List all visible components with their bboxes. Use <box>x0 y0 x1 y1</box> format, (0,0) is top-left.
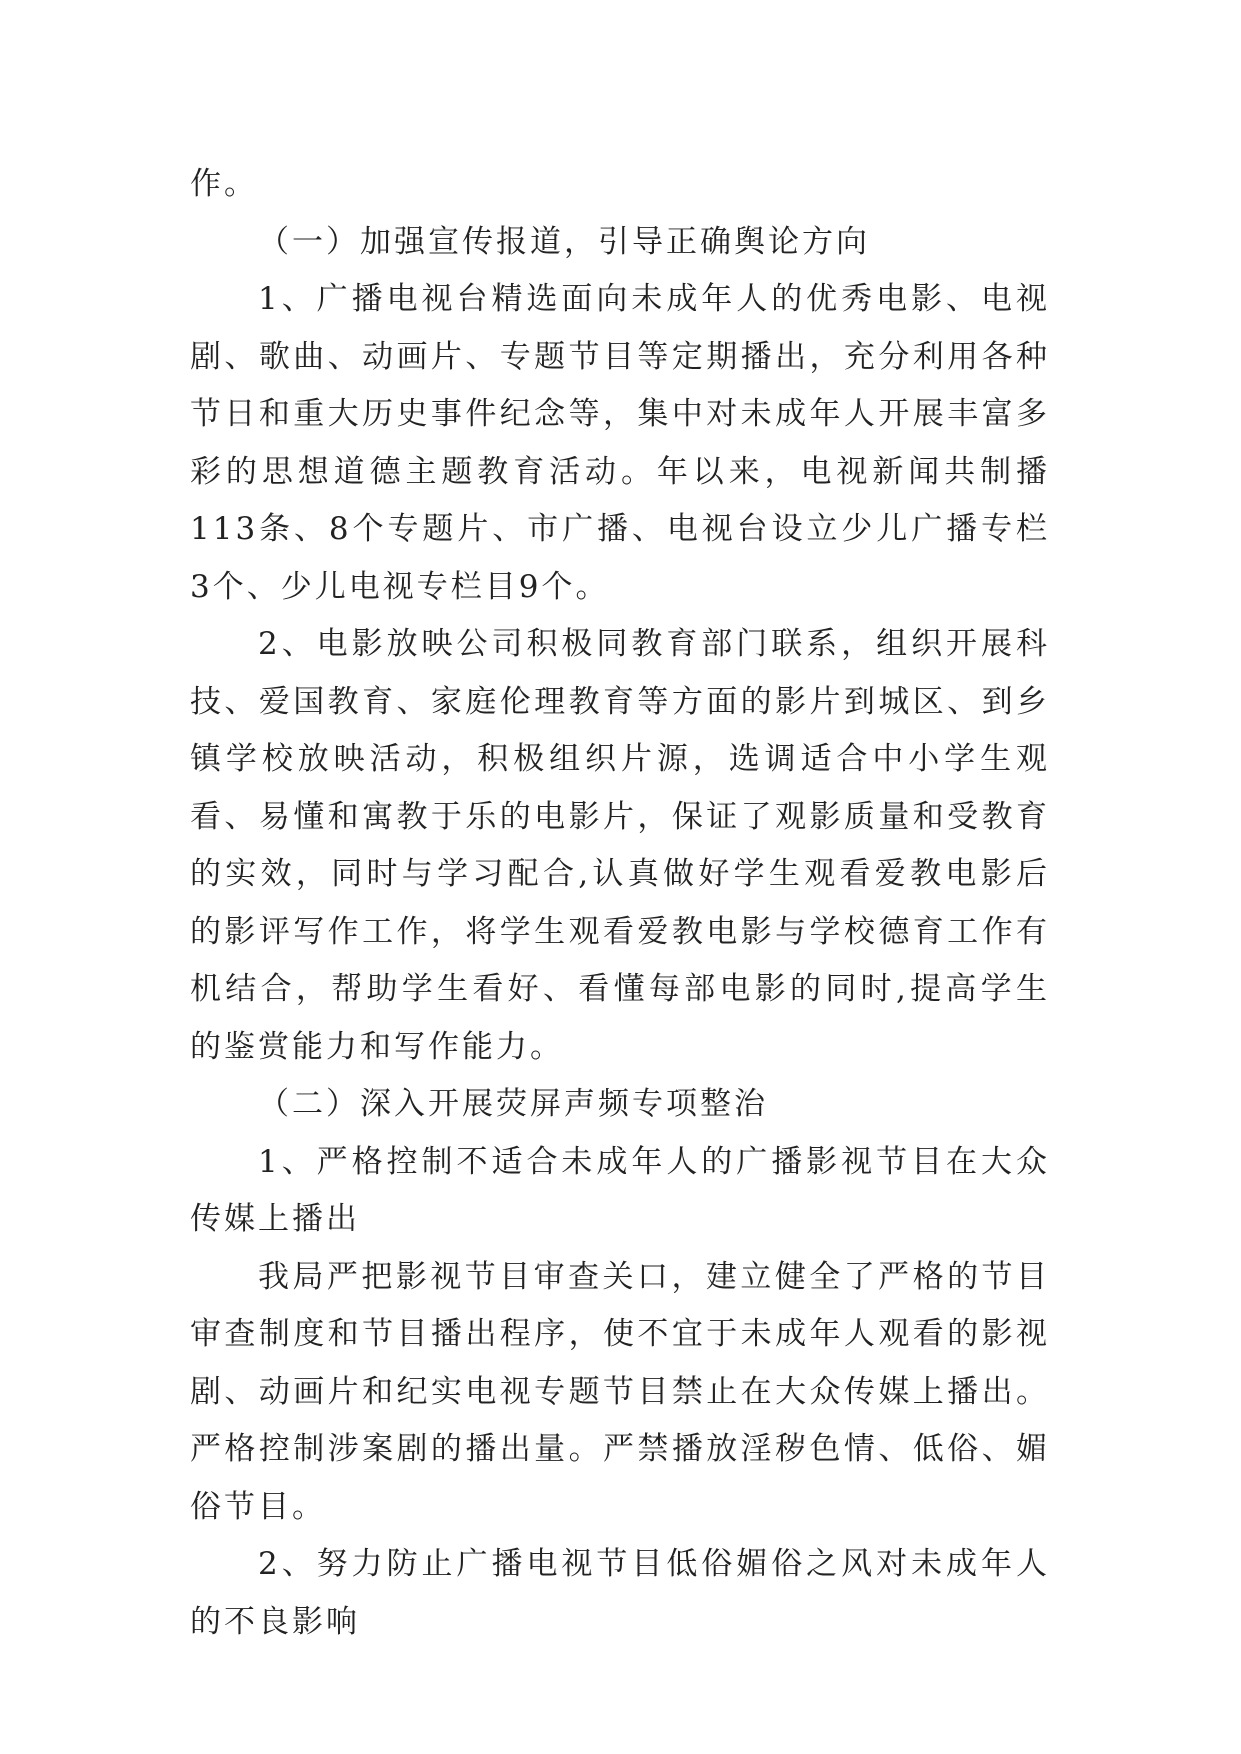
paragraph-item-1-broadcast: 1、广播电视台精选面向未成年人的优秀电影、电视剧、歌曲、动画片、专题节目等定期播出，充分利用各种节日和重大历史事件纪念等，集中对未成年人开展丰富多彩的思想道德主题教育活动。年以来，电视新闻共制播113条、8个专题片、市广播、电视台设立少儿广播专栏3个、少儿电视专栏目9个。 <box>190 281 1050 605</box>
paragraph-program-review: 我局严把影视节目审查关口，建立健全了严格的节目审查制度和节目播出程序，使不宜于未成年人观看的影视剧、动画片和纪实电视专题节目禁止在大众传媒上播出。严格控制涉案剧的播出量。严禁播放淫秽色情、低俗、媚俗节目。 <box>190 1258 1050 1525</box>
document-body <box>190 156 1050 1651</box>
subheading-prevent-vulgarity: 2、努力防止广播电视节目低俗媚俗之风对未成年人的不良影响 <box>190 1546 1050 1640</box>
section-heading-1: （一）加强宣传报道，引导正确舆论方向 <box>258 223 870 260</box>
paragraph-continuation: 作。 <box>190 166 258 202</box>
subheading-control-programs: 1、严格控制不适合未成年人的广播影视节目在大众传媒上播出 <box>190 1143 1050 1237</box>
paragraph-item-2-film: 2、电影放映公司积极同教育部门联系，组织开展科技、爱国教育、家庭伦理教育等方面的影片到城区、到乡镇学校放映活动，积极组织片源，选调适合中小学生观看、易懂和寓教于乐的电影片，保证了观影质量和受教育的实效，同时与学习配合,认真做好学生观看爱教电影后的影评写作工作，将学生观看爱教电影与学校德育工作有机结合，帮助学生看好、看懂每部电影的同时,提高学生的鉴赏能力和写作能力。 <box>190 626 1050 1065</box>
section-heading-2: （二）深入开展荧屏声频专项整治 <box>258 1086 768 1122</box>
